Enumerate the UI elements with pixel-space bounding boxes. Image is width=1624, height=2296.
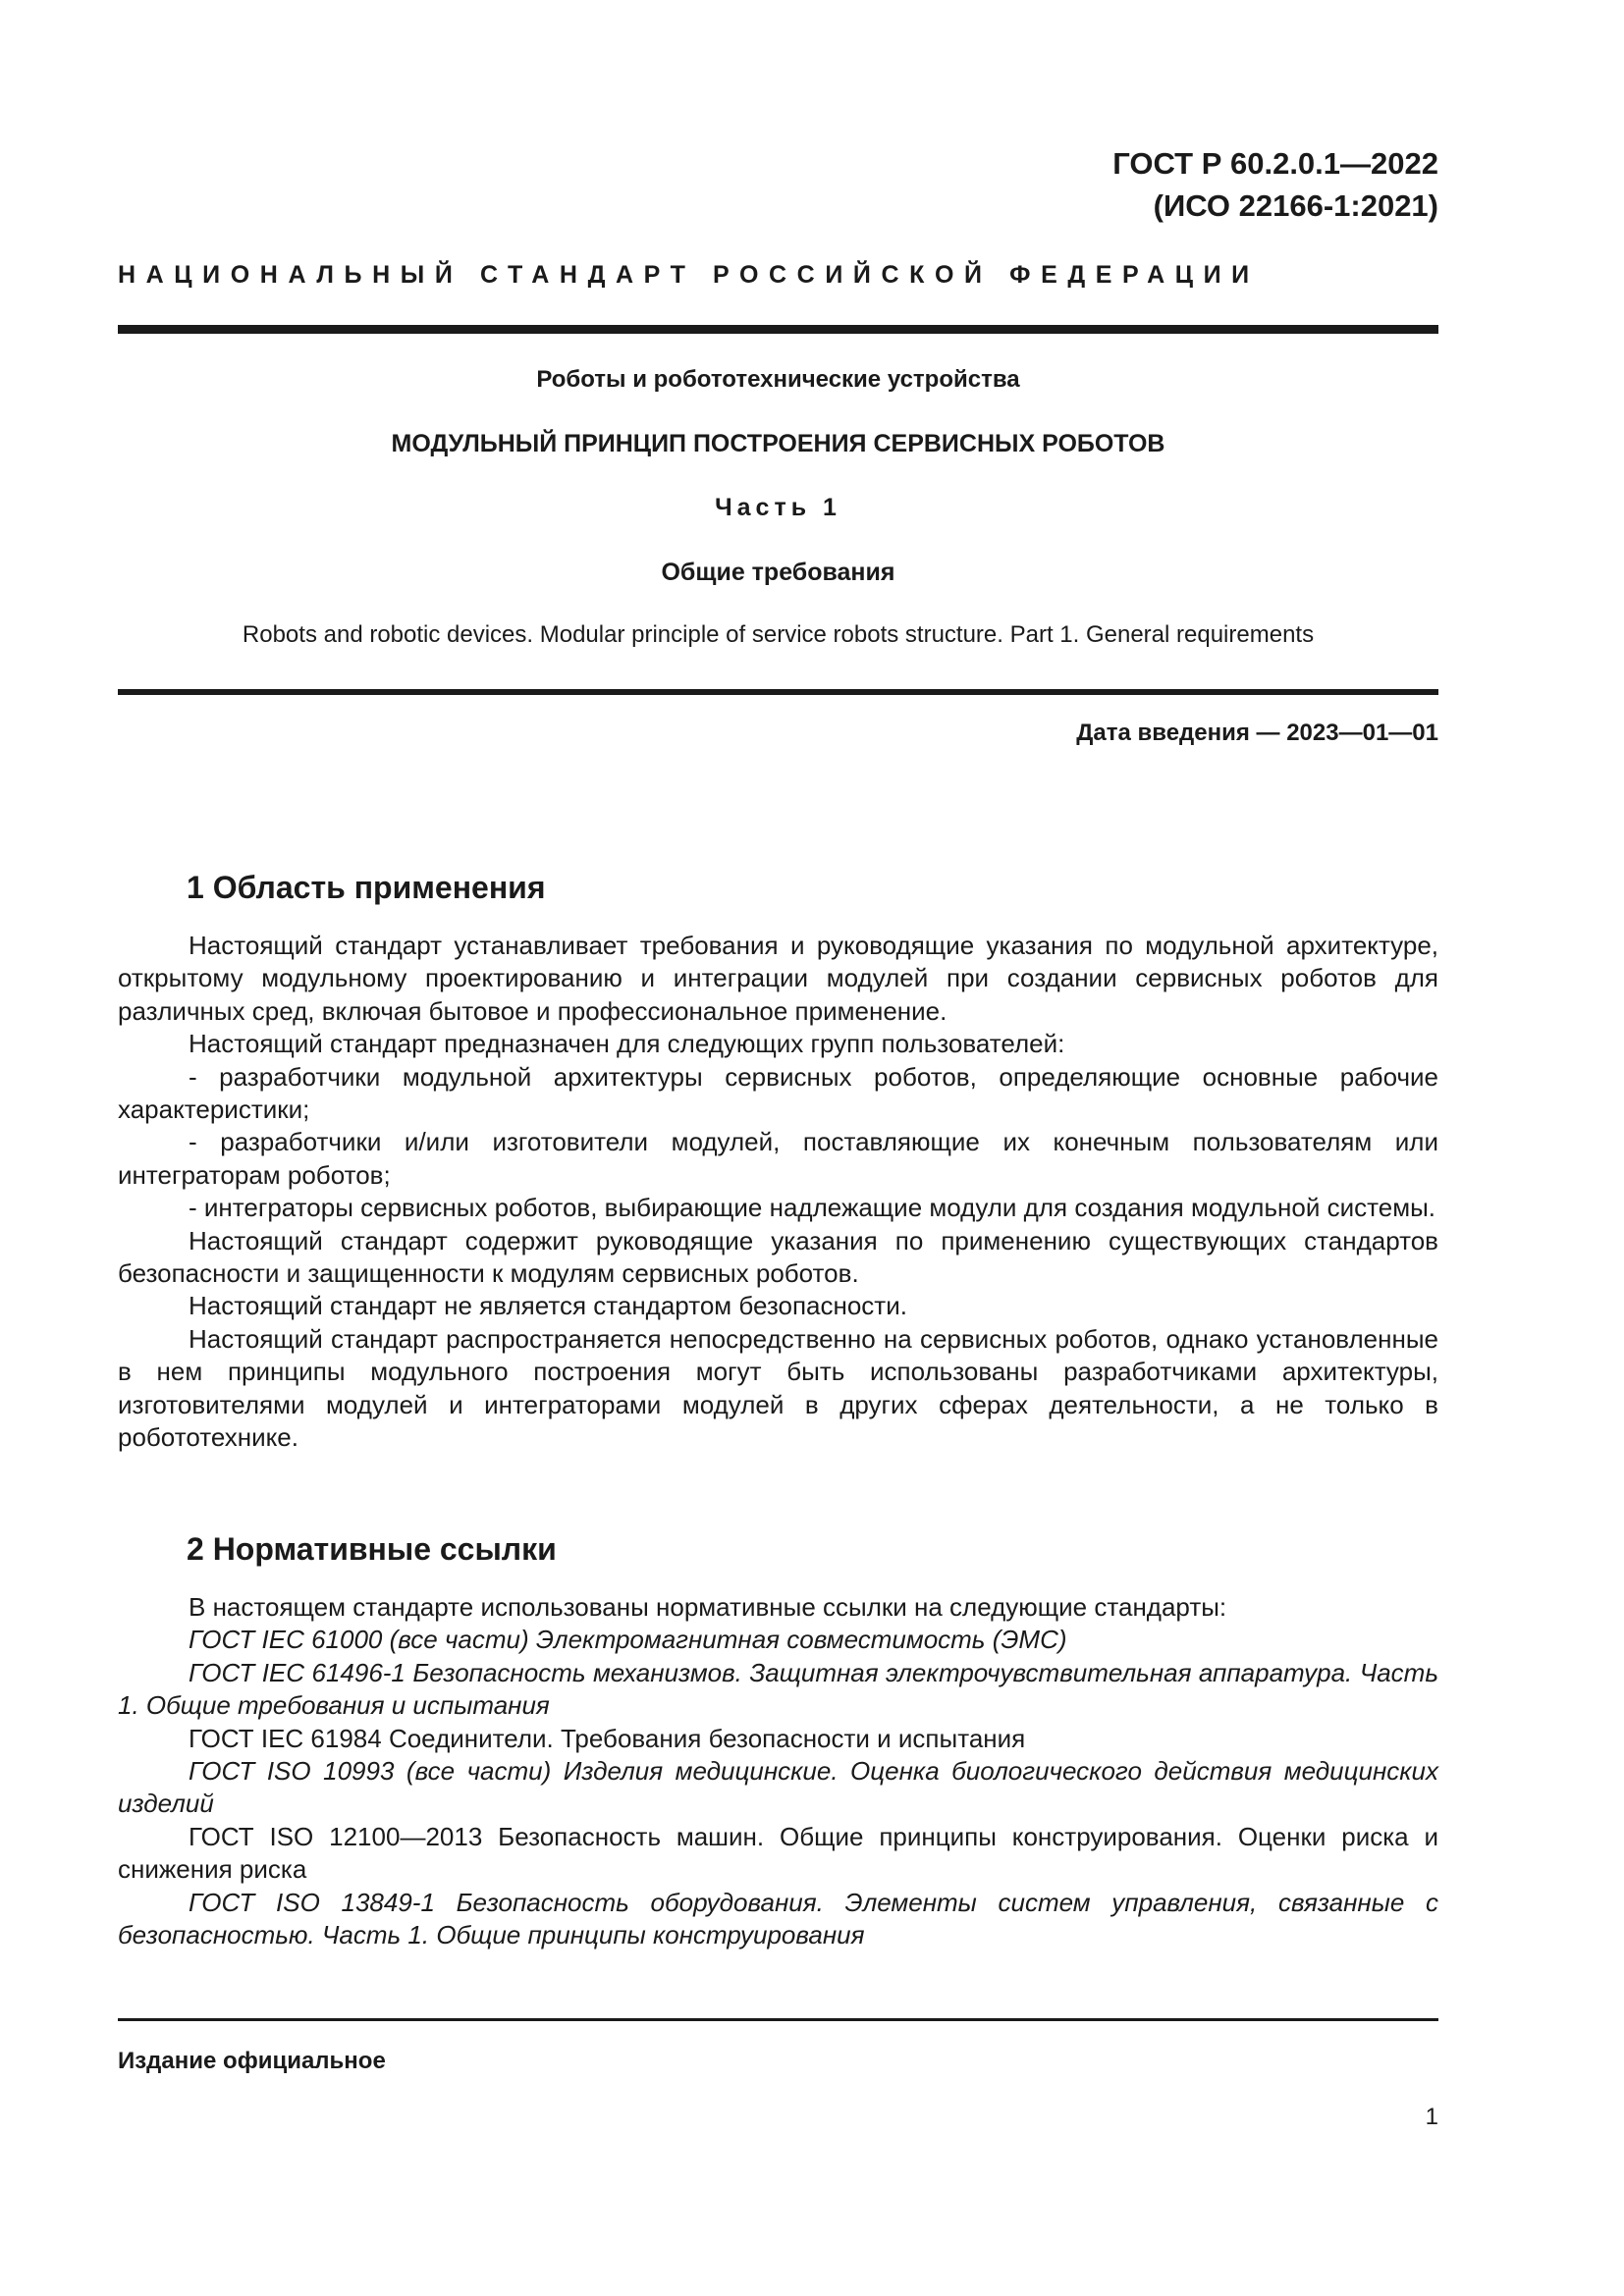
page-number: 1	[1425, 2104, 1438, 2130]
paragraph: Настоящий стандарт содержит руководящие указания по применению существующих стандартов безопасности и защищенности к модулям сервисных роботов.	[118, 1225, 1438, 1289]
standard-code: ГОСТ Р 60.2.0.1—2022	[1112, 146, 1438, 181]
reference-item: ГОСТ IEC 61000 (все части) Электромагнитная совместимость (ЭМС)	[189, 1625, 1067, 1655]
reference-item: ГОСТ IEC 61496-1 Безопасность механизмов. Защитная электрочувствительная аппаратура. Часть 1. Общие требования и испытания	[118, 1657, 1438, 1721]
header-divider	[118, 325, 1438, 334]
list-item: - разработчики и/или изготовители модулей, поставляющие их конечным пользователям или интеграторам роботов;	[118, 1127, 1438, 1190]
list-item: - интеграторы сервисных роботов, выбирающие надлежащие модули для создания модульной системы.	[189, 1193, 1435, 1223]
footer-divider	[118, 2018, 1438, 2021]
standard-group-title: Роботы и робототехнические устройства	[536, 366, 1020, 393]
references-intro: В настоящем стандарте использованы нормативные ссылки на следующие стандарты:	[189, 1592, 1227, 1622]
section-1-body	[118, 930, 1438, 1455]
official-edition-label: Издание официальное	[118, 2048, 386, 2074]
reference-item: ГОСТ ISO 10993 (все части) Изделия медицинские. Оценка биологического действия медицинских изделий	[118, 1756, 1438, 1819]
paragraph: Настоящий стандарт не является стандартом безопасности.	[189, 1291, 907, 1321]
section-2-heading: 2 Нормативные ссылки	[187, 1531, 557, 1567]
introduction-date: Дата введения — 2023—01—01	[1076, 720, 1438, 746]
english-title: Robots and robotic devices. Modular principle of service robots structure. Part 1. General requirements	[242, 621, 1315, 648]
paragraph: Настоящий стандарт распространяется непосредственно на сервисных роботов, однако установленные в нем принципы модульного построения могут быть использованы разработчиками архитектуры, изготовителями модулей и интеграторами модулей в других сферах деятельности, а не только в робототехнике.	[118, 1323, 1438, 1453]
reference-item: ГОСТ IEC 61984 Соединители. Требования безопасности и испытания	[189, 1723, 1026, 1753]
paragraph: Настоящий стандарт предназначен для следующих групп пользователей:	[189, 1029, 1065, 1059]
list-item: - разработчики модульной архитектуры сервисных роботов, определяющие основные рабочие характеристики;	[118, 1061, 1438, 1125]
paragraph: Настоящий стандарт устанавливает требования и руководящие указания по модульной архитектуре, открытому модульному проектированию и интеграции модулей при создании сервисных роботов для различных сред, включая бытовое и профессиональное применение.	[118, 931, 1438, 1026]
section-2-body	[118, 1591, 1438, 1951]
section-1-heading: 1 Область применения	[187, 870, 546, 905]
reference-item: ГОСТ ISO 12100—2013 Безопасность машин. Общие принципы конструирования. Оценки риска и снижения риска	[118, 1821, 1438, 1885]
part-number: Часть 1	[715, 494, 841, 521]
reference-item: ГОСТ ISO 13849-1 Безопасность оборудования. Элементы систем управления, связанные с безопасностью. Часть 1. Общие принципы конструирования	[118, 1887, 1438, 1950]
standard-main-title: МОДУЛЬНЫЙ ПРИНЦИП ПОСТРОЕНИЯ СЕРВИСНЫХ РОБОТОВ	[391, 430, 1165, 457]
part-title: Общие требования	[661, 559, 895, 586]
title-divider	[118, 689, 1438, 695]
iso-code: (ИСО 22166-1:2021)	[1153, 188, 1438, 223]
national-standard-banner: НАЦИОНАЛЬНЫЙ СТАНДАРТ РОССИЙСКОЙ ФЕДЕРАЦИИ	[118, 261, 1260, 289]
